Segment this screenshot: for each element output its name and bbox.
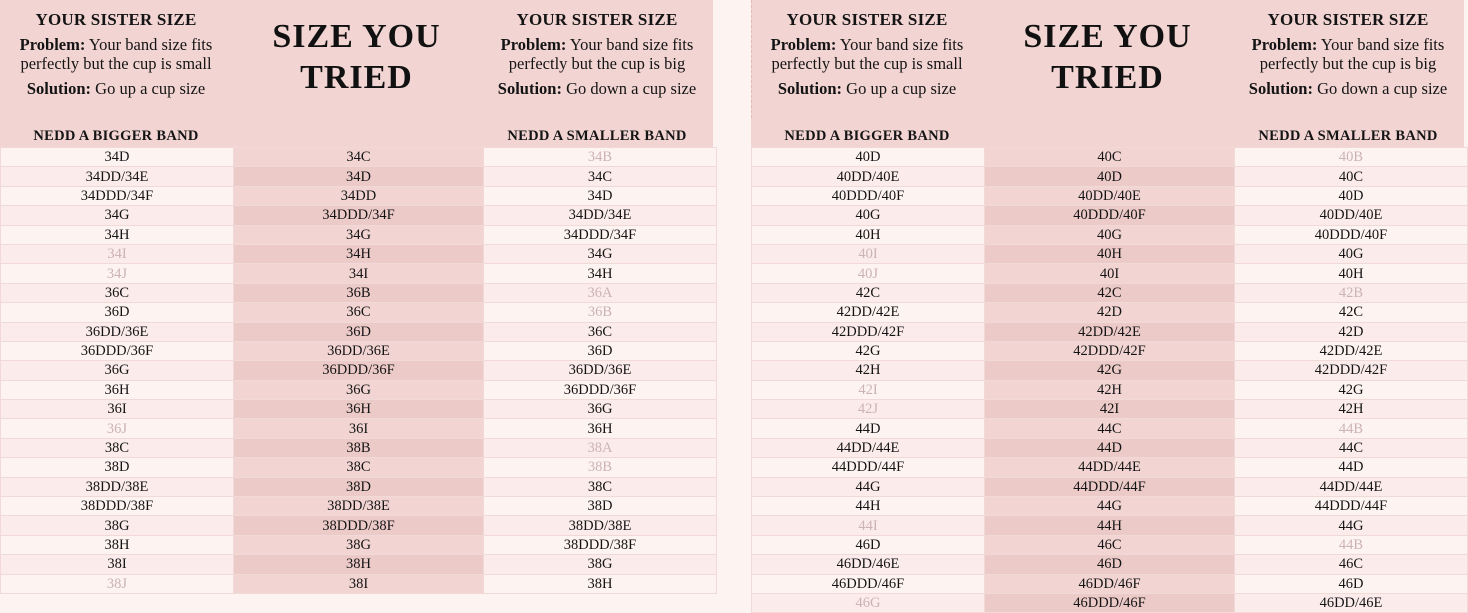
table-cell: 46D bbox=[752, 535, 985, 554]
size-you-tried-title: SIZE YOU TRIED bbox=[1023, 18, 1192, 96]
table-cell: 36A bbox=[484, 283, 717, 302]
table-cell: 46DDD/46F bbox=[985, 593, 1235, 612]
table-cell: 38DD/38E bbox=[484, 516, 717, 535]
table-cell: 38H bbox=[484, 574, 717, 593]
table-row bbox=[752, 497, 1468, 516]
solution-line: Solution: Go up a cup size bbox=[777, 79, 957, 98]
table-cell: 46DD/46E bbox=[752, 555, 985, 574]
table-cell: 38D bbox=[1, 458, 234, 477]
table-cell: 42H bbox=[1235, 400, 1468, 419]
table-cell: 42DDD/42F bbox=[1235, 361, 1468, 380]
table-row bbox=[752, 206, 1468, 225]
table-cell: 44D bbox=[1235, 458, 1468, 477]
table-cell: 42C bbox=[1235, 303, 1468, 322]
table-cell: 34D bbox=[234, 167, 484, 186]
table-cell: 38B bbox=[484, 458, 717, 477]
size-table bbox=[0, 147, 717, 594]
table-cell: 42DDD/42F bbox=[752, 322, 985, 341]
table-cell: 36G bbox=[484, 400, 717, 419]
table-cell: 40H bbox=[1235, 264, 1468, 283]
table-row bbox=[752, 419, 1468, 438]
table-cell: 42DD/42E bbox=[752, 303, 985, 322]
table-cell: 44B bbox=[1235, 419, 1468, 438]
table-row bbox=[1, 516, 717, 535]
table-cell: 44DDD/44F bbox=[985, 477, 1235, 496]
sister-size-header-right bbox=[1232, 0, 1464, 125]
smaller-band-label: NEDD A SMALLER BAND bbox=[507, 127, 687, 144]
table-cell: 36DD/36E bbox=[1, 322, 234, 341]
table-cell: 38DDD/38F bbox=[234, 516, 484, 535]
table-cell: 36C bbox=[234, 303, 484, 322]
table-cell: 44DD/44E bbox=[985, 458, 1235, 477]
table-cell: 40I bbox=[985, 264, 1235, 283]
table-cell: 42C bbox=[985, 283, 1235, 302]
table-row bbox=[752, 303, 1468, 322]
solution-line: Solution: Go down a cup size bbox=[1248, 79, 1448, 98]
table-row bbox=[752, 341, 1468, 360]
table-row bbox=[1, 206, 717, 225]
table-cell: 34DD/34E bbox=[1, 167, 234, 186]
table-row bbox=[1, 361, 717, 380]
table-cell: 36D bbox=[1, 303, 234, 322]
bigger-band-label: NEDD A BIGGER BAND bbox=[784, 127, 950, 144]
size-you-tried-header bbox=[232, 0, 481, 125]
table-row bbox=[752, 400, 1468, 419]
table-cell: 36DDD/36F bbox=[1, 341, 234, 360]
table-cell: 36DDD/36F bbox=[234, 361, 484, 380]
table-cell: 44D bbox=[985, 438, 1235, 457]
table-row bbox=[752, 458, 1468, 477]
table-cell: 38D bbox=[484, 497, 717, 516]
panel-subheader bbox=[0, 125, 713, 147]
table-cell: 46C bbox=[985, 535, 1235, 554]
table-cell: 36G bbox=[234, 380, 484, 399]
table-row bbox=[752, 225, 1468, 244]
panel-header bbox=[751, 0, 1464, 125]
table-row bbox=[1, 341, 717, 360]
table-cell: 44H bbox=[752, 497, 985, 516]
table-cell: 44G bbox=[1235, 516, 1468, 535]
panel-header bbox=[0, 0, 713, 125]
table-cell: 40D bbox=[1235, 186, 1468, 205]
table-cell: 38D bbox=[234, 477, 484, 496]
table-cell: 34DDD/34F bbox=[484, 225, 717, 244]
table-cell: 42D bbox=[985, 303, 1235, 322]
table-cell: 34H bbox=[1, 225, 234, 244]
table-cell: 42DDD/42F bbox=[985, 341, 1235, 360]
table-row bbox=[752, 438, 1468, 457]
table-row bbox=[1, 477, 717, 496]
table-cell: 40G bbox=[1235, 244, 1468, 263]
table-row bbox=[752, 283, 1468, 302]
table-row bbox=[752, 516, 1468, 535]
table-row bbox=[752, 535, 1468, 554]
table-cell: 38H bbox=[234, 555, 484, 574]
table-row bbox=[1, 380, 717, 399]
table-row bbox=[752, 477, 1468, 496]
table-cell: 36B bbox=[234, 283, 484, 302]
table-row bbox=[1, 264, 717, 283]
table-cell: 40G bbox=[752, 206, 985, 225]
solution-line: Solution: Go down a cup size bbox=[497, 79, 697, 98]
table-cell: 46DDD/46F bbox=[752, 574, 985, 593]
table-cell: 40G bbox=[985, 225, 1235, 244]
table-row bbox=[752, 555, 1468, 574]
table-cell: 44C bbox=[1235, 438, 1468, 457]
table-cell: 38G bbox=[484, 555, 717, 574]
table-cell: 36H bbox=[1, 380, 234, 399]
table-cell: 40DDD/40F bbox=[985, 206, 1235, 225]
table-row bbox=[1, 225, 717, 244]
table-row bbox=[752, 264, 1468, 283]
table-row bbox=[1, 186, 717, 205]
table-cell: 36I bbox=[234, 419, 484, 438]
table-cell: 42G bbox=[752, 341, 985, 360]
table-cell: 34G bbox=[1, 206, 234, 225]
table-cell: 34I bbox=[234, 264, 484, 283]
table-cell: 38A bbox=[484, 438, 717, 457]
table-cell: 34G bbox=[234, 225, 484, 244]
sister-size-header-right bbox=[481, 0, 713, 125]
problem-line: Problem: Your band size fits perfectly but the cup is big bbox=[500, 35, 694, 73]
table-cell: 40C bbox=[1235, 167, 1468, 186]
table-cell: 36DD/36E bbox=[234, 341, 484, 360]
table-cell: 44H bbox=[985, 516, 1235, 535]
table-row bbox=[752, 186, 1468, 205]
size-you-tried-header bbox=[983, 0, 1232, 125]
table-cell: 40DDD/40F bbox=[752, 186, 985, 205]
table-cell: 38C bbox=[484, 477, 717, 496]
table-cell: 38C bbox=[234, 458, 484, 477]
table-row bbox=[1, 303, 717, 322]
table-cell: 36DD/36E bbox=[484, 361, 717, 380]
table-cell: 40DD/40E bbox=[985, 186, 1235, 205]
sister-size-title: YOUR SISTER SIZE bbox=[35, 10, 197, 29]
table-cell: 42C bbox=[752, 283, 985, 302]
table-cell: 44C bbox=[985, 419, 1235, 438]
table-cell: 36H bbox=[484, 419, 717, 438]
table-cell: 38B bbox=[234, 438, 484, 457]
table-cell: 40C bbox=[985, 148, 1235, 167]
table-cell: 42DD/42E bbox=[985, 322, 1235, 341]
table-cell: 36H bbox=[234, 400, 484, 419]
table-cell: 36I bbox=[1, 400, 234, 419]
table-row bbox=[1, 400, 717, 419]
table-cell: 42J bbox=[752, 400, 985, 419]
table-cell: 38I bbox=[1, 555, 234, 574]
table-cell: 38DD/38E bbox=[1, 477, 234, 496]
table-cell: 40DD/40E bbox=[1235, 206, 1468, 225]
table-cell: 34DDD/34F bbox=[234, 206, 484, 225]
table-cell: 42D bbox=[1235, 322, 1468, 341]
table-row bbox=[1, 244, 717, 263]
solution-line: Solution: Go up a cup size bbox=[26, 79, 206, 98]
table-row bbox=[752, 322, 1468, 341]
table-cell: 44G bbox=[752, 477, 985, 496]
table-row bbox=[1, 419, 717, 438]
table-cell: 44DDD/44F bbox=[752, 458, 985, 477]
table-cell: 34D bbox=[1, 148, 234, 167]
table-row bbox=[752, 593, 1468, 612]
table-row bbox=[752, 574, 1468, 593]
table-cell: 38J bbox=[1, 574, 234, 593]
table-cell: 34B bbox=[484, 148, 717, 167]
table-row bbox=[752, 380, 1468, 399]
table-cell: 38DD/38E bbox=[234, 497, 484, 516]
table-cell: 46G bbox=[752, 593, 985, 612]
table-cell: 42G bbox=[1235, 380, 1468, 399]
table-row bbox=[1, 167, 717, 186]
table-cell: 42I bbox=[752, 380, 985, 399]
bigger-band-label: NEDD A BIGGER BAND bbox=[33, 127, 199, 144]
table-cell: 46DD/46F bbox=[985, 574, 1235, 593]
table-cell: 38I bbox=[234, 574, 484, 593]
table-cell: 34H bbox=[484, 264, 717, 283]
table-cell: 34DD bbox=[234, 186, 484, 205]
table-row bbox=[1, 458, 717, 477]
table-row bbox=[752, 148, 1468, 167]
table-cell: 44DD/44E bbox=[1235, 477, 1468, 496]
panel-subheader bbox=[751, 125, 1464, 147]
sister-size-header-left bbox=[751, 0, 983, 125]
table-cell: 36C bbox=[484, 322, 717, 341]
table-cell: 40I bbox=[752, 244, 985, 263]
table-cell: 42H bbox=[985, 380, 1235, 399]
table-cell: 40H bbox=[985, 244, 1235, 263]
table-cell: 44DDD/44F bbox=[1235, 497, 1468, 516]
table-cell: 34D bbox=[484, 186, 717, 205]
table-cell: 34DDD/34F bbox=[1, 186, 234, 205]
table-cell: 34I bbox=[1, 244, 234, 263]
table-cell: 40H bbox=[752, 225, 985, 244]
problem-line: Problem: Your band size fits perfectly but the cup is small bbox=[19, 35, 213, 73]
size-table bbox=[751, 147, 1468, 613]
table-cell: 38G bbox=[1, 516, 234, 535]
table-cell: 40DDD/40F bbox=[1235, 225, 1468, 244]
table-row bbox=[1, 535, 717, 554]
table-cell: 36D bbox=[234, 322, 484, 341]
table-row bbox=[752, 361, 1468, 380]
table-row bbox=[1, 555, 717, 574]
sister-size-header-left bbox=[0, 0, 232, 125]
table-cell: 44DD/44E bbox=[752, 438, 985, 457]
table-cell: 42G bbox=[985, 361, 1235, 380]
table-cell: 42H bbox=[752, 361, 985, 380]
table-cell: 46DD/46E bbox=[1235, 593, 1468, 612]
table-cell: 36C bbox=[1, 283, 234, 302]
table-cell: 36D bbox=[484, 341, 717, 360]
table-cell: 40D bbox=[752, 148, 985, 167]
table-cell: 44D bbox=[752, 419, 985, 438]
table-cell: 42B bbox=[1235, 283, 1468, 302]
size-you-tried-title: SIZE YOU TRIED bbox=[272, 18, 441, 96]
table-cell: 34H bbox=[234, 244, 484, 263]
panel-divider bbox=[751, 0, 753, 118]
table-cell: 44B bbox=[1235, 535, 1468, 554]
table-cell: 38H bbox=[1, 535, 234, 554]
table-cell: 36B bbox=[484, 303, 717, 322]
table-cell: 38DDD/38F bbox=[1, 497, 234, 516]
table-row bbox=[1, 322, 717, 341]
table-cell: 42DD/42E bbox=[1235, 341, 1468, 360]
table-cell: 46D bbox=[1235, 574, 1468, 593]
sister-size-title: YOUR SISTER SIZE bbox=[516, 10, 678, 29]
table-row bbox=[1, 148, 717, 167]
table-cell: 34J bbox=[1, 264, 234, 283]
table-cell: 34G bbox=[484, 244, 717, 263]
problem-line: Problem: Your band size fits perfectly but the cup is small bbox=[770, 35, 964, 73]
table-row bbox=[1, 438, 717, 457]
table-cell: 34C bbox=[234, 148, 484, 167]
table-cell: 38G bbox=[234, 535, 484, 554]
table-row bbox=[752, 167, 1468, 186]
sister-size-title: YOUR SISTER SIZE bbox=[786, 10, 948, 29]
panel-left bbox=[0, 0, 713, 600]
table-row bbox=[1, 574, 717, 593]
table-cell: 40J bbox=[752, 264, 985, 283]
table-row bbox=[1, 283, 717, 302]
table-cell: 38DDD/38F bbox=[484, 535, 717, 554]
table-cell: 42I bbox=[985, 400, 1235, 419]
table-cell: 44G bbox=[985, 497, 1235, 516]
table-cell: 36J bbox=[1, 419, 234, 438]
table-cell: 36DDD/36F bbox=[484, 380, 717, 399]
table-cell: 36G bbox=[1, 361, 234, 380]
table-cell: 40B bbox=[1235, 148, 1468, 167]
table-cell: 34C bbox=[484, 167, 717, 186]
smaller-band-label: NEDD A SMALLER BAND bbox=[1258, 127, 1438, 144]
table-row bbox=[752, 244, 1468, 263]
table-cell: 34DD/34E bbox=[484, 206, 717, 225]
table-cell: 46C bbox=[1235, 555, 1468, 574]
panel-right bbox=[751, 0, 1464, 612]
table-cell: 44I bbox=[752, 516, 985, 535]
problem-line: Problem: Your band size fits perfectly but the cup is big bbox=[1251, 35, 1445, 73]
table-cell: 38C bbox=[1, 438, 234, 457]
sister-size-title: YOUR SISTER SIZE bbox=[1267, 10, 1429, 29]
table-cell: 40DD/40E bbox=[752, 167, 985, 186]
table-cell: 46D bbox=[985, 555, 1235, 574]
table-cell: 40D bbox=[985, 167, 1235, 186]
table-row bbox=[1, 497, 717, 516]
